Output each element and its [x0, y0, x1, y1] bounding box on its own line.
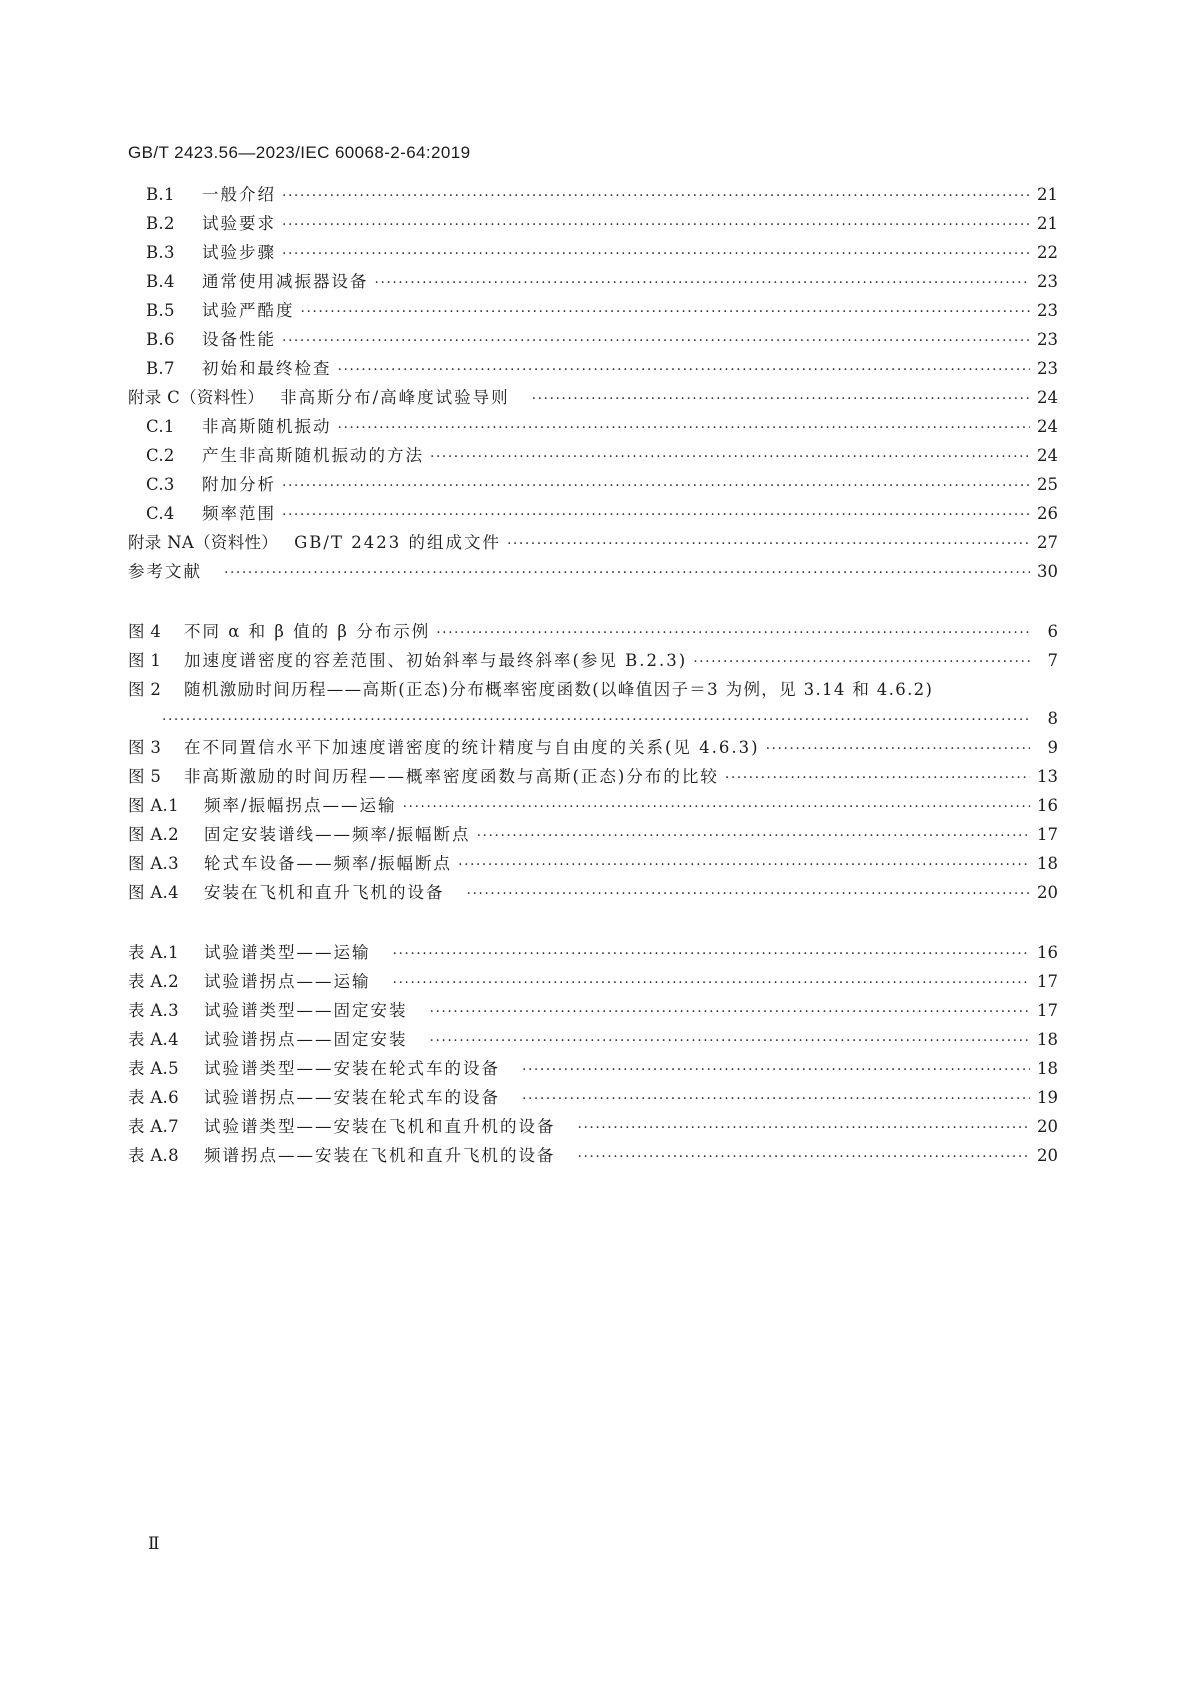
toc-entry-page: 23 — [1037, 359, 1058, 378]
leader-dots — [477, 824, 1030, 848]
figure-entry[interactable] — [128, 678, 1058, 702]
toc-entry-page: 30 — [1037, 562, 1058, 581]
toc-entry-page: 25 — [1037, 475, 1058, 494]
toc-entry-page: 23 — [1037, 272, 1058, 291]
toc-entry[interactable] — [146, 357, 1058, 381]
table-number: 表 A.3 — [128, 1001, 179, 1020]
leader-dots — [282, 474, 1030, 498]
toc-entry[interactable] — [146, 183, 1058, 207]
figure-title: 加速度谱密度的容差范围、初始斜率与最终斜率(参见 B.2.3) — [184, 651, 688, 670]
table-entry[interactable] — [128, 1028, 1058, 1052]
toc-entry-title: 试验要求 — [202, 214, 276, 233]
toc-entry-title: 设备性能 — [202, 330, 276, 349]
figure-number: 图 5 — [128, 767, 162, 786]
table-page: 18 — [1037, 1059, 1058, 1078]
table-number: 表 A.4 — [128, 1030, 179, 1049]
toc-entry-page: 26 — [1037, 504, 1058, 523]
leader-dots — [393, 971, 1031, 995]
figure-title: 随机激励时间历程——高斯(正态)分布概率密度函数(以峰值因子＝3 为例，见 3.14 和 4.6.2) — [184, 680, 934, 699]
table-page: 16 — [1037, 943, 1058, 962]
toc-entry-page: 24 — [1037, 417, 1058, 436]
figure-number: 图 4 — [128, 622, 162, 641]
leader-dots — [224, 561, 1030, 585]
page-number: Ⅱ — [148, 1534, 161, 1554]
table-entry[interactable] — [128, 970, 1058, 994]
toc-entry[interactable] — [146, 473, 1058, 497]
table-number: 表 A.5 — [128, 1059, 179, 1078]
table-page: 17 — [1037, 1001, 1058, 1020]
table-number: 表 A.6 — [128, 1088, 179, 1107]
table-title: 试验谱类型——安装在轮式车的设备 — [204, 1059, 500, 1078]
leader-dots — [338, 358, 1031, 382]
figure-title: 安装在飞机和直升飞机的设备 — [204, 883, 445, 902]
figure-number: 图 3 — [128, 738, 162, 757]
leader-dots — [162, 708, 1030, 732]
figure-number: 图 A.4 — [128, 883, 179, 902]
figure-number: 图 1 — [128, 651, 162, 670]
toc-entry-references[interactable] — [128, 560, 1058, 584]
toc-entry-title: 产生非高斯随机振动的方法 — [202, 446, 424, 465]
leader-dots — [578, 1145, 1031, 1169]
figure-number: 图 A.1 — [128, 796, 179, 815]
leader-dots — [282, 503, 1030, 527]
leader-dots — [282, 213, 1030, 237]
figure-page: 17 — [1037, 825, 1058, 844]
toc-entry-number: B.2 — [146, 214, 175, 233]
table-title: 频谱拐点——安装在飞机和直升飞机的设备 — [204, 1146, 556, 1165]
toc-entry-title: 附加分析 — [202, 475, 276, 494]
toc-entry-page: 21 — [1037, 185, 1058, 204]
leader-dots — [522, 1058, 1030, 1082]
toc-entry-number: B.7 — [146, 359, 175, 378]
figure-number: 图 A.3 — [128, 854, 179, 873]
leader-dots — [282, 329, 1030, 353]
toc-entry-title: GB/T 2423 的组成文件 — [294, 533, 501, 552]
leader-dots — [532, 387, 1030, 411]
leader-dots — [578, 1116, 1031, 1140]
toc-entry-title: 一般介绍 — [202, 185, 276, 204]
figure-entry-continuation[interactable] — [128, 707, 1058, 731]
leader-dots — [301, 300, 1031, 324]
toc-entry[interactable] — [146, 299, 1058, 323]
toc-entry-title: 通常使用减振器设备 — [202, 272, 369, 291]
leader-dots — [282, 242, 1030, 266]
leader-dots — [766, 737, 1030, 761]
figure-number: 图 2 — [128, 680, 162, 699]
figure-entry[interactable] — [128, 620, 1058, 644]
leader-dots — [458, 853, 1030, 877]
toc-entry-number: C.3 — [146, 475, 175, 494]
toc-entry-title: 非高斯随机振动 — [202, 417, 332, 436]
figure-page: 9 — [1047, 738, 1058, 757]
toc-entry-title: 试验步骤 — [202, 243, 276, 262]
table-entry[interactable] — [128, 941, 1058, 965]
table-title: 试验谱拐点——运输 — [204, 972, 371, 991]
toc-entry-page: 21 — [1037, 214, 1058, 233]
leader-dots — [507, 532, 1030, 556]
figure-title: 固定安装谱线——频率/振幅断点 — [204, 825, 471, 844]
table-page: 17 — [1037, 972, 1058, 991]
leader-dots — [338, 416, 1031, 440]
figure-title: 频率/振幅拐点——运输 — [204, 796, 397, 815]
toc-entry-number: B.3 — [146, 243, 175, 262]
leader-dots — [393, 942, 1031, 966]
toc-entry-title: 参考文献 — [128, 562, 202, 581]
toc-entry-page: 24 — [1037, 446, 1058, 465]
leader-dots — [282, 184, 1030, 208]
toc-entry-title: 非高斯分布/高峰度试验导则 — [280, 388, 510, 407]
toc-entry-title: 初始和最终检查 — [202, 359, 332, 378]
figure-title: 在不同置信水平下加速度谱密度的统计精度与自由度的关系(见 4.6.3) — [184, 738, 760, 757]
figure-title: 轮式车设备——频率/振幅断点 — [204, 854, 453, 873]
leader-dots — [725, 766, 1030, 790]
table-entry[interactable] — [128, 1144, 1058, 1168]
toc-entry-page: 27 — [1037, 533, 1058, 552]
toc-entry-title: 频率范围 — [202, 504, 276, 523]
toc-entry[interactable] — [146, 241, 1058, 265]
table-page: 20 — [1037, 1117, 1058, 1136]
toc-entry[interactable] — [146, 415, 1058, 439]
figure-entry[interactable] — [128, 649, 1058, 673]
table-title: 试验谱类型——安装在飞机和直升机的设备 — [204, 1117, 556, 1136]
toc-entry-number: B.6 — [146, 330, 175, 349]
toc-entry-number: 附录 NA（资料性） — [128, 533, 279, 552]
leader-dots — [693, 650, 1030, 674]
figure-title: 非高斯激励的时间历程——概率密度函数与高斯(正态)分布的比较 — [184, 767, 719, 786]
leader-dots — [467, 882, 1031, 906]
figure-page: 18 — [1037, 854, 1058, 873]
table-title: 试验谱拐点——固定安装 — [204, 1030, 408, 1049]
table-entry[interactable] — [128, 1115, 1058, 1139]
toc-entry-page: 24 — [1037, 388, 1058, 407]
toc-entry-number: C.4 — [146, 504, 175, 523]
table-entry[interactable] — [128, 1086, 1058, 1110]
figure-page: 13 — [1037, 767, 1058, 786]
figure-page: 6 — [1047, 622, 1058, 641]
toc-entry[interactable] — [146, 212, 1058, 236]
figure-entry[interactable] — [128, 736, 1058, 760]
toc-entry[interactable] — [146, 502, 1058, 526]
document-header: GB/T 2423.56—2023/IEC 60068-2-64:2019 — [128, 143, 471, 162]
figure-entry[interactable] — [128, 765, 1058, 789]
toc-entry-number: B.5 — [146, 301, 175, 320]
table-number: 表 A.2 — [128, 972, 179, 991]
table-title: 试验谱类型——运输 — [204, 943, 371, 962]
toc-entry-page: 22 — [1037, 243, 1058, 262]
table-page: 19 — [1037, 1088, 1058, 1107]
table-entry[interactable] — [128, 999, 1058, 1023]
table-entry[interactable] — [128, 1057, 1058, 1081]
toc-entry-page: 23 — [1037, 330, 1058, 349]
figure-entry[interactable] — [128, 881, 1058, 905]
toc-entry-number: C.1 — [146, 417, 175, 436]
figure-title: 不同 α 和 β 值的 β 分布示例 — [184, 622, 431, 641]
table-title: 试验谱类型——固定安装 — [204, 1001, 408, 1020]
figure-entry[interactable] — [128, 794, 1058, 818]
toc-entry-number: B.1 — [146, 185, 175, 204]
table-number: 表 A.1 — [128, 943, 179, 962]
figure-page: 16 — [1037, 796, 1058, 815]
leader-dots — [430, 445, 1030, 469]
leader-dots — [430, 1000, 1031, 1024]
leader-dots — [430, 1029, 1031, 1053]
toc-entry[interactable] — [146, 270, 1058, 294]
table-number: 表 A.8 — [128, 1146, 179, 1165]
toc-entry-number: C.2 — [146, 446, 175, 465]
table-page: 18 — [1037, 1030, 1058, 1049]
toc-entry-number: B.4 — [146, 272, 175, 291]
leader-dots — [403, 795, 1030, 819]
figure-page: 20 — [1037, 883, 1058, 902]
figure-page: 8 — [1047, 709, 1058, 728]
toc-entry-title: 试验严酷度 — [202, 301, 295, 320]
figure-entry[interactable] — [128, 823, 1058, 847]
table-page: 20 — [1037, 1146, 1058, 1165]
leader-dots — [436, 621, 1030, 645]
leader-dots — [375, 271, 1031, 295]
leader-dots — [522, 1087, 1030, 1111]
table-title: 试验谱拐点——安装在轮式车的设备 — [204, 1088, 500, 1107]
toc-entry-appendix[interactable] — [128, 386, 1058, 410]
toc-entry[interactable] — [146, 444, 1058, 468]
toc-entry[interactable] — [146, 328, 1058, 352]
toc-entry-page: 23 — [1037, 301, 1058, 320]
figure-page: 7 — [1047, 651, 1058, 670]
table-number: 表 A.7 — [128, 1117, 179, 1136]
figure-number: 图 A.2 — [128, 825, 179, 844]
toc-entry-appendix[interactable] — [128, 531, 1058, 555]
toc-entry-number: 附录 C（资料性） — [128, 388, 265, 407]
figure-entry[interactable] — [128, 852, 1058, 876]
